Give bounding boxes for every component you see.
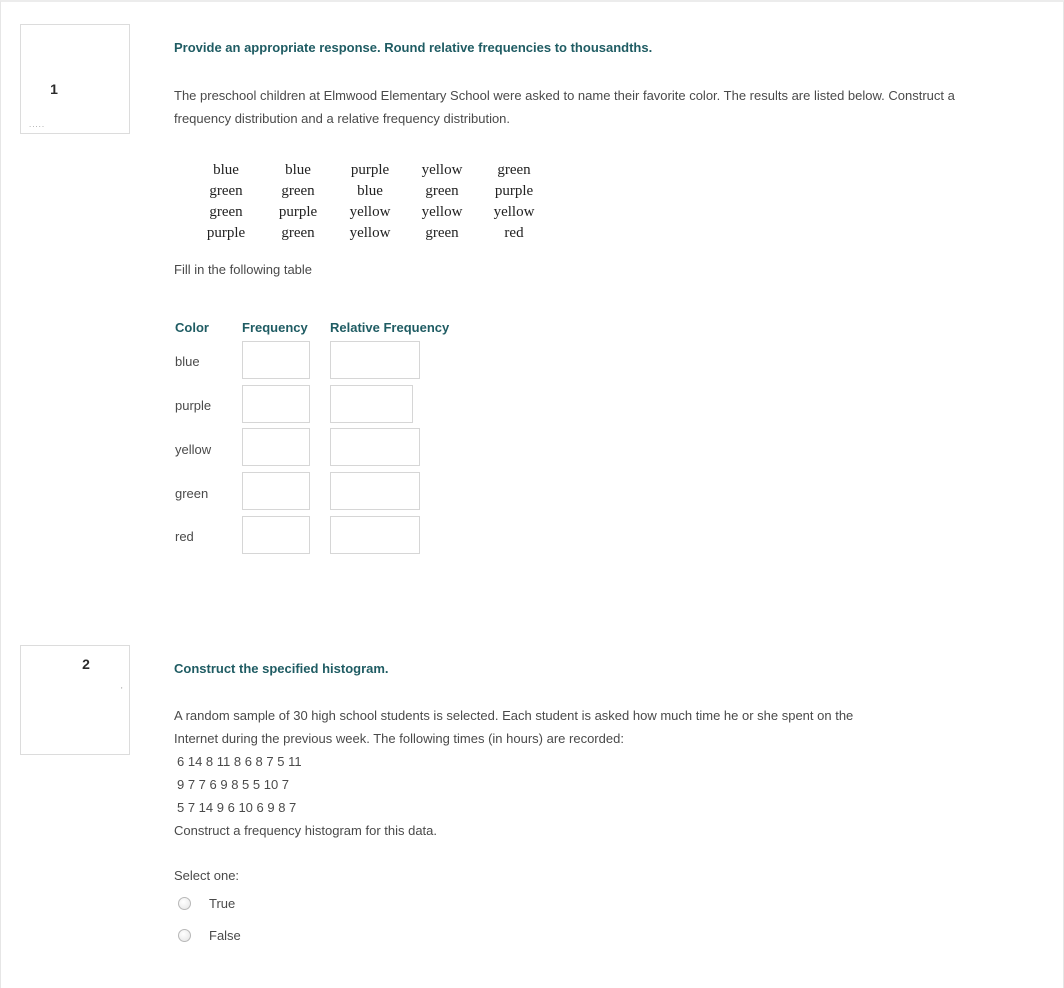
question-info-box xyxy=(20,24,130,134)
color-cell: green xyxy=(425,183,459,199)
data-line: 6 14 8 11 8 6 8 7 5 11 xyxy=(177,754,302,769)
frequency-input-red[interactable] xyxy=(242,516,310,554)
data-line: 9 7 7 6 9 8 5 5 10 7 xyxy=(177,777,290,792)
option-label[interactable]: False xyxy=(209,928,241,943)
frequency-input-purple[interactable] xyxy=(242,385,310,423)
color-cell: purple xyxy=(278,204,318,220)
relative-frequency-input-red[interactable] xyxy=(330,516,420,554)
color-cell: yellow xyxy=(421,204,463,220)
fill-instruction: Fill in the following table xyxy=(174,262,313,277)
frequency-input-blue[interactable] xyxy=(242,341,310,379)
frequency-input-yellow[interactable] xyxy=(242,428,310,466)
relative-frequency-input-green[interactable] xyxy=(330,472,420,510)
description-line: Internet during the previous week. The following times (in hours) are recorded: xyxy=(174,731,624,746)
row-label-blue: blue xyxy=(175,354,200,369)
description-line: A random sample of 30 high school students is selected. Each student is asked how much time he or she spent on the xyxy=(174,708,854,723)
select-one-label: Select one: xyxy=(174,868,240,883)
color-cell: green xyxy=(281,225,315,241)
row-label-red: red xyxy=(175,529,194,544)
radio-button[interactable] xyxy=(178,897,191,910)
relative-frequency-input-purple[interactable] xyxy=(330,385,413,423)
data-values xyxy=(174,750,1004,819)
color-cell: purple xyxy=(494,183,534,199)
table-header-color: Color xyxy=(175,320,209,335)
question-number: 1 xyxy=(50,81,58,97)
relative-frequency-input-yellow[interactable] xyxy=(330,428,420,466)
color-cell: yellow xyxy=(421,162,463,178)
color-cell: green xyxy=(209,183,243,199)
row-label-yellow: yellow xyxy=(175,442,212,457)
color-cell: green xyxy=(281,183,315,199)
answer-option-true[interactable] xyxy=(178,896,235,911)
color-cell: blue xyxy=(357,183,383,199)
color-cell: blue xyxy=(213,162,239,178)
color-cell: green xyxy=(425,225,459,241)
row-label-purple: purple xyxy=(175,398,212,413)
color-cell: yellow xyxy=(349,225,391,241)
option-label[interactable]: True xyxy=(209,896,236,911)
color-cell: purple xyxy=(350,162,390,178)
question-prompt xyxy=(174,40,1004,55)
row-label-green: green xyxy=(175,486,209,501)
color-data-grid xyxy=(190,160,550,244)
question-prompt xyxy=(174,661,1004,676)
data-line: 5 7 14 9 6 10 6 9 8 7 xyxy=(177,800,297,815)
question-description xyxy=(174,704,1004,842)
table-header-frequency: Frequency xyxy=(242,320,308,335)
relative-frequency-input-blue[interactable] xyxy=(330,341,420,379)
question-status-mark: ' xyxy=(121,686,123,695)
answer-option-false[interactable] xyxy=(178,928,241,943)
color-cell: green xyxy=(209,204,243,220)
color-cell: green xyxy=(497,162,531,178)
question-description: The preschool children at Elmwood Elementary School were asked to name their favorite color. The results are listed below. Construct a frequency distribution and a relative frequency distribution. xyxy=(174,88,955,126)
radio-button[interactable] xyxy=(178,929,191,942)
color-cell: red xyxy=(504,225,524,241)
question-prompt-text: Provide an appropriate response. Round relative frequencies to thousandths. xyxy=(174,40,653,55)
question-info-box xyxy=(20,645,130,755)
color-cell: blue xyxy=(285,162,311,178)
color-cell: yellow xyxy=(349,204,391,220)
question-status-dots: ..... xyxy=(29,120,46,129)
color-cell: purple xyxy=(206,225,246,241)
color-cell: yellow xyxy=(493,204,535,220)
question-prompt-text: Construct the specified histogram. xyxy=(174,661,389,676)
frequency-input-green[interactable] xyxy=(242,472,310,510)
table-header-relative-frequency: Relative Frequency xyxy=(330,320,450,335)
instruction-text: Construct a frequency histogram for this data. xyxy=(174,823,438,838)
question-number: 2 xyxy=(82,656,90,672)
